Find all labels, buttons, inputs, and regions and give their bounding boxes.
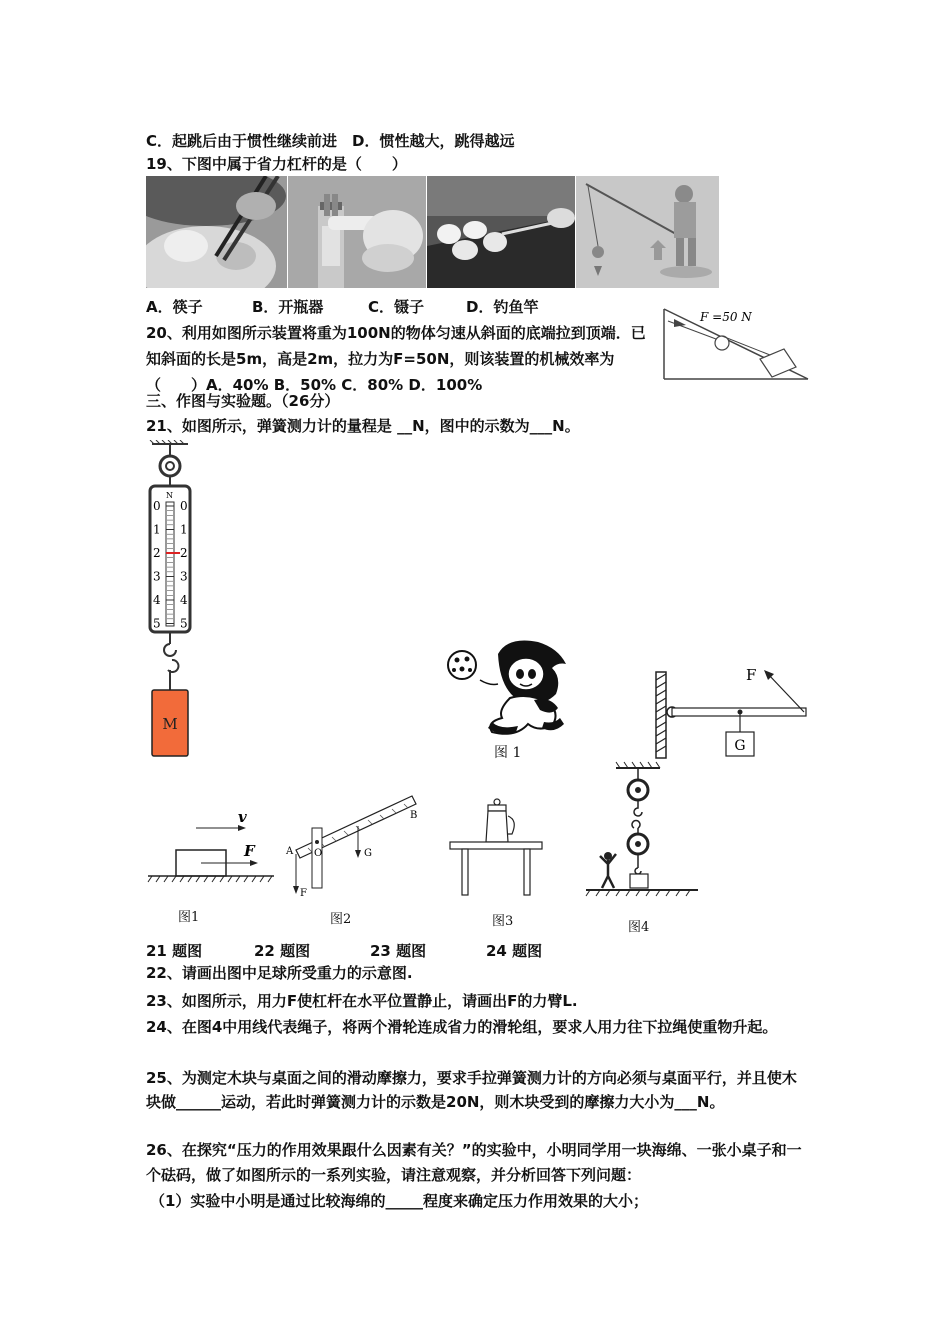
- tick-label-right: 1: [180, 522, 188, 537]
- q25-text: 25、为测定木块与桌面之间的滑动摩擦力，要求手拉弹簧测力计的方向必须与桌面平行，并且使木块做______运动，若此时弹簧测力计的示数是20N，则木块受到的摩擦力大小为___N。: [146, 1069, 797, 1111]
- q24-figure-caption: 24 题图: [486, 942, 543, 960]
- fig2-label-g: G: [364, 848, 372, 859]
- figure-1-caption: 图 1: [494, 745, 522, 761]
- fuwa-football-figure: [440, 640, 590, 740]
- q19-option-c: C．镊子: [368, 298, 425, 316]
- football: [448, 651, 476, 679]
- fig3-table-diagram: [446, 796, 546, 898]
- q19-text: 19、下图中属于省力杠杆的是（ ）: [146, 155, 407, 173]
- fig2-label-f: F: [300, 888, 307, 899]
- incline-diagram: [660, 305, 810, 383]
- tick-label-left: 5: [153, 616, 161, 631]
- fig4-caption: 图4: [628, 920, 650, 935]
- tick-label-right: 2: [180, 546, 188, 560]
- tick-label-right: 3: [180, 569, 188, 584]
- mass-label: M: [162, 715, 178, 733]
- photo-tweezers: [427, 176, 575, 288]
- fig2-caption: 图2: [330, 912, 352, 927]
- q20-text: 20、利用如图所示装置将重为100N的物体匀速从斜面的底端拉到顶端．已知斜面的长是5m，高是2m，拉力为F=50N，则该装置的机械效率为（ ）A．40% B．50% C．80% D．100%: [146, 324, 646, 394]
- q26-text: 26、在探究“压力的作用效果跟什么因素有关？”的实验中，小明同学用一块海绵、一张小桌子和一个砝码，做了如图所示的一系列实验，请注意观察，并分析回答下列问题：: [146, 1141, 802, 1184]
- photo-bottle-opener: [288, 176, 426, 288]
- fig1-caption: 图1: [178, 910, 200, 925]
- fig1-force-label: F: [244, 842, 255, 860]
- section-3-heading: 三、作图与实验题。（26分）: [146, 392, 340, 410]
- tick-label-left: 3: [153, 569, 161, 584]
- spring-scale: [140, 440, 210, 760]
- tick-label-left: 1: [153, 522, 161, 537]
- fig2-label-a: A: [286, 846, 294, 857]
- q22-figure-caption: 22 题图: [254, 942, 311, 960]
- wall-lever-diagram: [648, 660, 810, 760]
- tick-label-left: 2: [153, 546, 161, 560]
- fig2-lever-diagram: [284, 790, 424, 902]
- q18-option-c: C．起跳后由于惯性继续前进 D．惯性越大，跳得越远: [146, 132, 515, 150]
- q19-option-d: D．钓鱼竿: [466, 298, 539, 316]
- fig3-caption: 图3: [492, 914, 514, 929]
- q21-text: 21、如图所示，弹簧测力计的量程是 __N，图中的示数为___N。: [146, 417, 580, 435]
- q26-part1-text: （1）实验中小明是通过比较海绵的_____程度来确定压力作用效果的大小；: [150, 1192, 648, 1210]
- fig4-pulley-diagram: [582, 758, 702, 908]
- fig2-label-b: B: [410, 810, 418, 821]
- fig1-block-diagram: [146, 808, 276, 888]
- q23-text: 23、如图所示，用力F使杠杆在水平位置静止，请画出F的力臂L.: [146, 992, 578, 1010]
- q19-option-b: B．开瓶器: [252, 298, 324, 316]
- velocity-label: v: [238, 808, 247, 826]
- tick-label-left: 4: [153, 593, 161, 607]
- q22-text: 22、请画出图中足球所受重力的示意图.: [146, 964, 413, 982]
- tick-label-right: 0: [180, 499, 188, 513]
- spring-scale-unit: N: [166, 491, 173, 500]
- tick-label-right: 5: [180, 616, 188, 631]
- q21-figure-caption: 21 题图: [146, 942, 203, 960]
- photo-chopsticks: [146, 176, 287, 288]
- tick-label-left: 0: [153, 499, 161, 513]
- q24-text: 24、在图4中用线代表绳子，将两个滑轮连成省力的滑轮组，要求人用力往下拉绳使重物升起。: [146, 1018, 778, 1036]
- tick-label-right: 4: [180, 593, 188, 607]
- weight-g-label: G: [734, 738, 746, 754]
- q19-option-a: A．筷子: [146, 298, 203, 316]
- force-f-label: F: [746, 666, 757, 684]
- incline-force-label: F =50 N: [700, 310, 752, 324]
- fig2-label-o: O: [314, 848, 323, 859]
- q23-figure-caption: 23 题图: [370, 942, 427, 960]
- photo-fishing-rod: [576, 176, 719, 288]
